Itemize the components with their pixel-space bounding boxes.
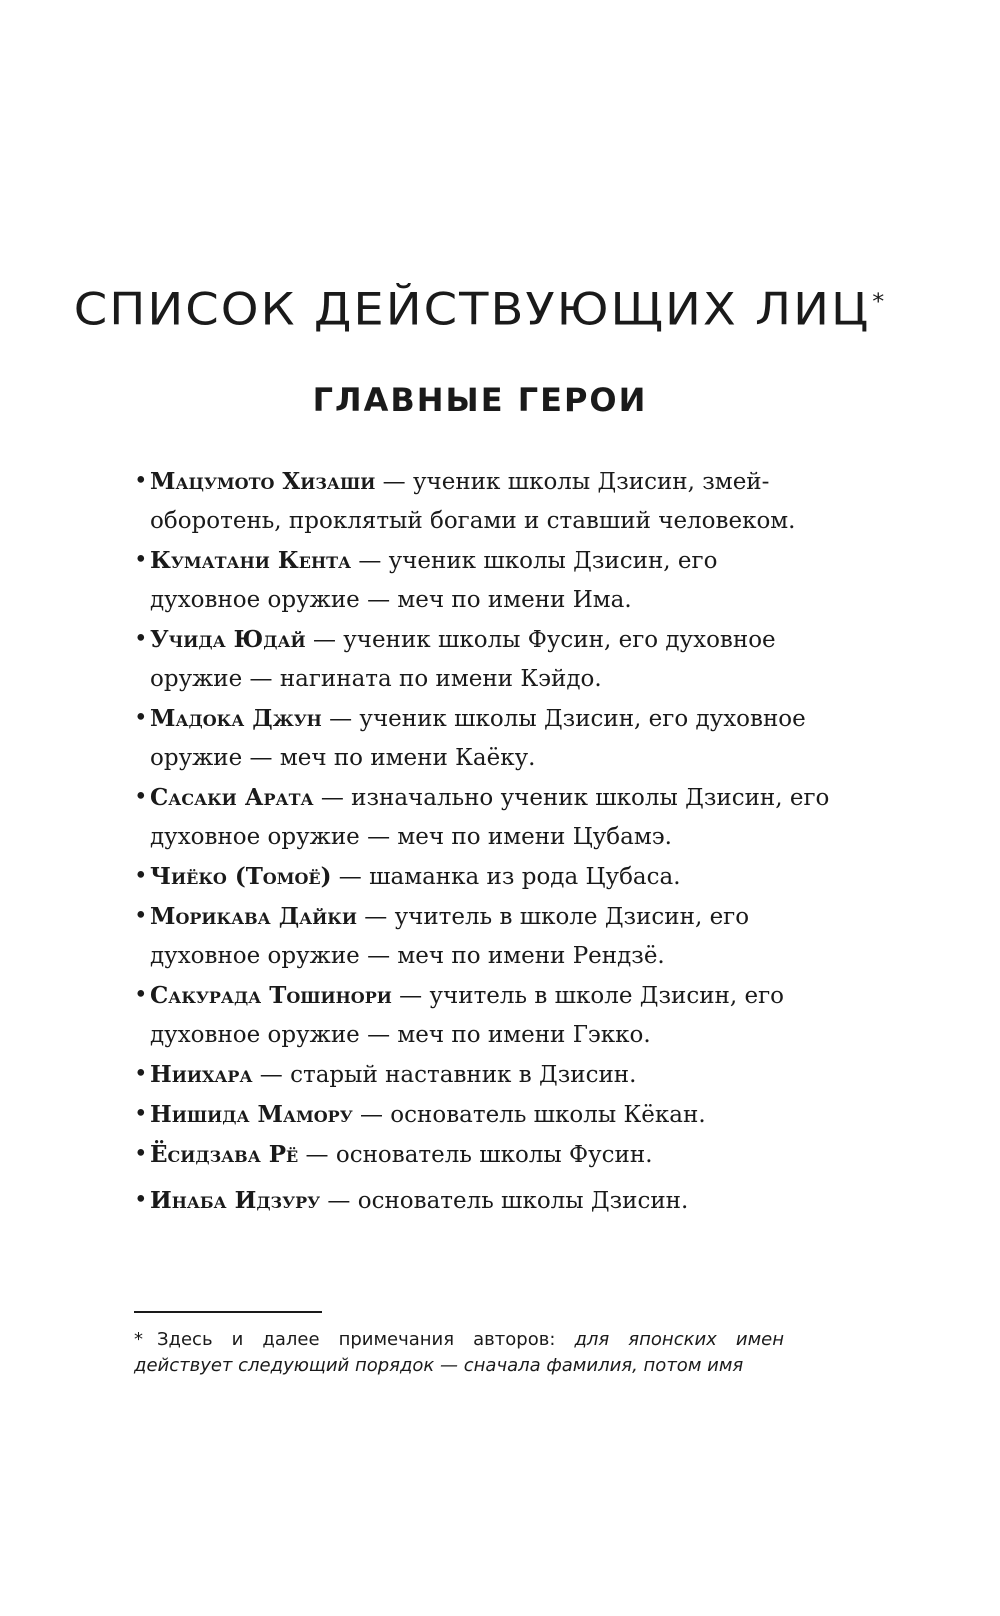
list-item — [134, 1181, 834, 1221]
bullet-icon: • — [134, 784, 148, 810]
character-description: — учитель в школе Дзисин, его духовное оружие — меч по имени Рендзё. — [150, 904, 750, 969]
footnote-lead: Здесь и далее примечания авторов: — [157, 1329, 575, 1350]
character-description: — ученик школы Дзисин, змей-оборотень, проклятый богами и ставший человеком. — [150, 469, 796, 534]
footnote — [134, 1327, 784, 1379]
bullet-icon: • — [134, 705, 148, 731]
page-title-text: СПИСОК ДЕЙСТВУЮЩИХ ЛИЦ — [73, 284, 871, 336]
character-description: — старый наставник в Дзисин. — [252, 1062, 637, 1088]
bullet-icon: • — [134, 863, 148, 889]
character-name: Морикава Дайки — [150, 903, 357, 930]
character-list — [134, 462, 834, 1221]
list-item — [134, 1135, 834, 1175]
title-footnote-mark: * — [872, 288, 887, 315]
list-item — [134, 462, 834, 541]
character-description: — основатель школы Фусин. — [298, 1142, 653, 1168]
character-name: Ниихара — [150, 1061, 253, 1088]
list-item — [134, 620, 834, 699]
character-description: — основатель школы Кёкан. — [352, 1102, 706, 1128]
list-item — [134, 699, 834, 778]
character-description: — ученик школы Фусин, его духовное оружие — нагината по имени Кэйдо. — [150, 627, 776, 692]
character-description: — ученик школы Дзисин, его духовное оружие — меч по имени Има. — [150, 548, 718, 613]
character-name: Инаба Идзуру — [150, 1187, 321, 1214]
list-item — [134, 897, 834, 976]
character-name: Мацумото Хизаши — [150, 468, 376, 495]
bullet-icon: • — [134, 1187, 148, 1213]
character-description: — учитель в школе Дзисин, его духовное оружие — меч по имени Гэкко. — [150, 983, 784, 1048]
character-description: — ученик школы Дзисин, его духовное оружие — меч по имени Каёку. — [150, 706, 806, 771]
list-item — [134, 1095, 834, 1135]
character-name: Мадока Джун — [150, 705, 322, 732]
bullet-icon: • — [134, 547, 148, 573]
character-description: — основатель школы Дзисин. — [320, 1188, 689, 1214]
bullet-icon: • — [134, 903, 148, 929]
bullet-icon: • — [134, 1141, 148, 1167]
bullet-icon: • — [134, 982, 148, 1008]
bullet-icon: • — [134, 1101, 148, 1127]
bullet-icon: • — [134, 468, 148, 494]
list-item — [134, 857, 834, 897]
character-name: Учида Юдай — [150, 626, 306, 653]
character-name: Сакурада Тошинори — [150, 982, 392, 1009]
list-item — [134, 976, 834, 1055]
section-title: ГЛАВНЫЕ ГЕРОИ — [312, 381, 648, 419]
footnote-mark: * — [134, 1329, 143, 1350]
character-name: Сасаки Арата — [150, 784, 314, 811]
character-name: Чиёко (Томоё) — [150, 863, 332, 890]
bullet-icon: • — [134, 1061, 148, 1087]
character-description: — шаманка из рода Цубаса. — [331, 864, 681, 890]
bullet-icon: • — [134, 626, 148, 652]
character-name: Куматани Кента — [150, 547, 352, 574]
page-title — [0, 284, 960, 336]
footnote-divider — [134, 1311, 322, 1313]
list-item — [134, 541, 834, 620]
list-item — [134, 1055, 834, 1095]
character-name: Нишида Мамору — [150, 1101, 353, 1128]
list-item — [134, 778, 834, 857]
character-name: Ёсидзава Рё — [150, 1141, 299, 1168]
footnote-italic: для японских имен действует следующий порядок — сначала фамилия, потом имя — [134, 1329, 784, 1376]
character-description: — изначально ученик школы Дзисин, его духовное оружие — меч по имени Цубамэ. — [150, 785, 830, 850]
